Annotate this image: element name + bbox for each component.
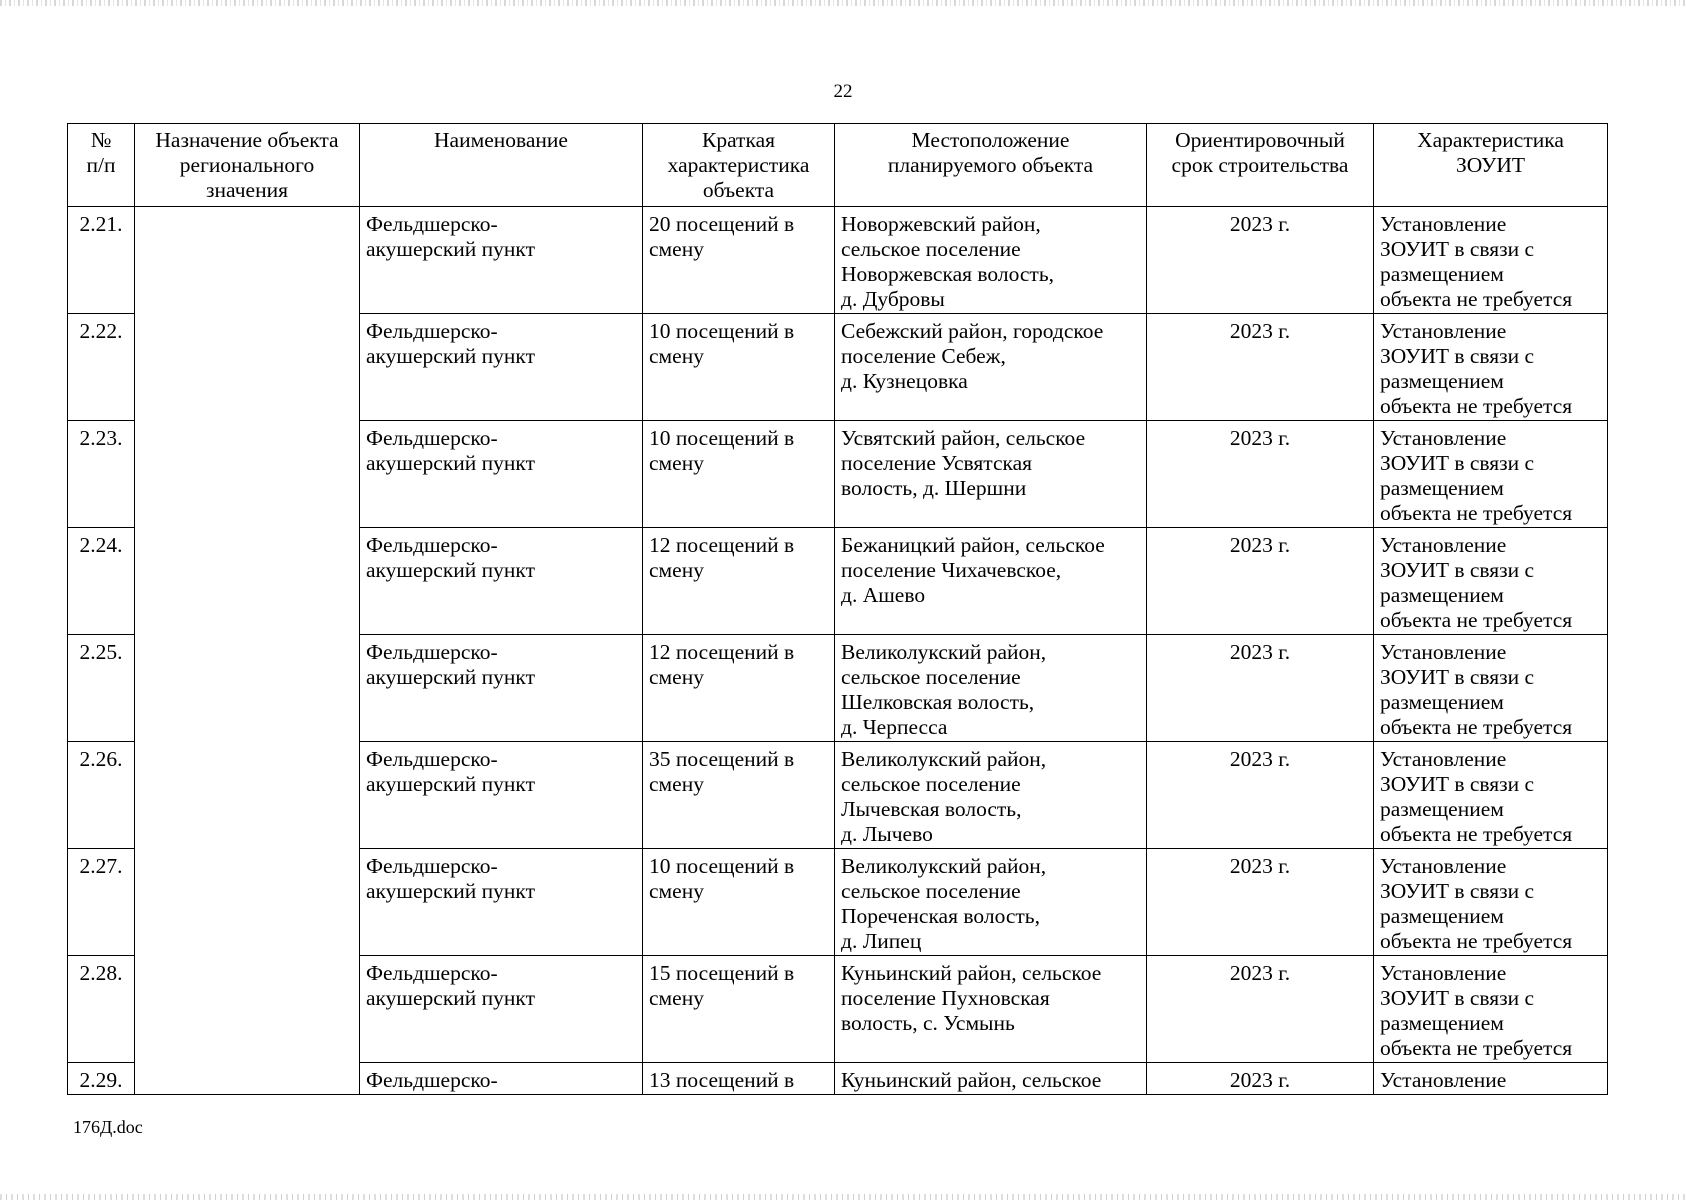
table-row	[68, 207, 1608, 314]
row-name: Фельдшерско- акушерский пункт	[360, 314, 643, 421]
table-header	[68, 124, 1608, 207]
row-brief: 20 посещений в смену	[643, 207, 835, 314]
row-location: Новоржевский район, сельское поселение Новоржевская волость, д. Дубровы	[835, 207, 1147, 314]
row-zouit: Установление ЗОУИТ в связи с размещением объекта не требуется	[1374, 635, 1608, 742]
row-term: 2023 г.	[1147, 635, 1374, 742]
header-purpose: Назначение объекта регионального значения	[135, 124, 360, 207]
row-location: Бежаницкий район, сельское поселение Чихачевское, д. Ашево	[835, 528, 1147, 635]
row-zouit: Установление ЗОУИТ в связи с размещением объекта не требуется	[1374, 314, 1608, 421]
row-location: Великолукский район, сельское поселение Лычевская волость, д. Лычево	[835, 742, 1147, 849]
row-location: Усвятский район, сельское поселение Усвятская волость, д. Шершни	[835, 421, 1147, 528]
row-location: Куньинский район, сельское поселение Пухновская волость, с. Усмынь	[835, 956, 1147, 1063]
row-number: 2.22.	[68, 314, 135, 421]
row-number: 2.24.	[68, 528, 135, 635]
row-name: Фельдшерско- акушерский пункт	[360, 635, 643, 742]
row-number: 2.25.	[68, 635, 135, 742]
row-term: 2023 г.	[1147, 421, 1374, 528]
row-number: 2.23.	[68, 421, 135, 528]
page-number: 22	[833, 81, 853, 102]
row-zouit: Установление	[1374, 1063, 1608, 1095]
planned-objects-table	[67, 123, 1608, 1095]
row-term: 2023 г.	[1147, 528, 1374, 635]
row-zouit: Установление ЗОУИТ в связи с размещением объекта не требуется	[1374, 207, 1608, 314]
row-name: Фельдшерско-	[360, 1063, 643, 1095]
header-location: Местоположение планируемого объекта	[835, 124, 1147, 207]
row-name: Фельдшерско- акушерский пункт	[360, 421, 643, 528]
row-term: 2023 г.	[1147, 742, 1374, 849]
row-zouit: Установление ЗОУИТ в связи с размещением объекта не требуется	[1374, 421, 1608, 528]
row-brief: 12 посещений в смену	[643, 635, 835, 742]
row-number: 2.29.	[68, 1063, 135, 1095]
footer-filename: 176Д.doc	[73, 1117, 143, 1137]
row-name: Фельдшерско- акушерский пункт	[360, 207, 643, 314]
purpose-cell-merged	[135, 207, 360, 1095]
header-term: Ориентировочный срок строительства	[1147, 124, 1374, 207]
row-zouit: Установление ЗОУИТ в связи с размещением объекта не требуется	[1374, 849, 1608, 956]
row-name: Фельдшерско- акушерский пункт	[360, 742, 643, 849]
row-location: Великолукский район, сельское поселение Пореченская волость, д. Липец	[835, 849, 1147, 956]
scan-edge-top	[0, 0, 1686, 6]
row-name: Фельдшерско- акушерский пункт	[360, 956, 643, 1063]
row-number: 2.21.	[68, 207, 135, 314]
row-zouit: Установление ЗОУИТ в связи с размещением объекта не требуется	[1374, 742, 1608, 849]
header-name: Наименование	[360, 124, 643, 207]
row-number: 2.26.	[68, 742, 135, 849]
header-row	[68, 124, 1608, 207]
row-brief: 10 посещений в смену	[643, 314, 835, 421]
row-number: 2.28.	[68, 956, 135, 1063]
row-brief: 35 посещений в смену	[643, 742, 835, 849]
row-brief: 13 посещений в	[643, 1063, 835, 1095]
row-term: 2023 г.	[1147, 1063, 1374, 1095]
header-number: № п/п	[68, 124, 135, 207]
row-term: 2023 г.	[1147, 956, 1374, 1063]
row-brief: 10 посещений в смену	[643, 849, 835, 956]
table-body	[68, 207, 1608, 1095]
row-brief: 12 посещений в смену	[643, 528, 835, 635]
row-term: 2023 г.	[1147, 849, 1374, 956]
row-name: Фельдшерско- акушерский пункт	[360, 528, 643, 635]
row-brief: 15 посещений в смену	[643, 956, 835, 1063]
header-brief: Краткая характеристика объекта	[643, 124, 835, 207]
row-location: Себежский район, городское поселение Себеж, д. Кузнецовка	[835, 314, 1147, 421]
row-brief: 10 посещений в смену	[643, 421, 835, 528]
row-zouit: Установление ЗОУИТ в связи с размещением объекта не требуется	[1374, 528, 1608, 635]
row-number: 2.27.	[68, 849, 135, 956]
row-location: Куньинский район, сельское	[835, 1063, 1147, 1095]
row-term: 2023 г.	[1147, 314, 1374, 421]
row-zouit: Установление ЗОУИТ в связи с размещением объекта не требуется	[1374, 956, 1608, 1063]
row-location: Великолукский район, сельское поселение Шелковская волость, д. Черпесса	[835, 635, 1147, 742]
scan-edge-bottom	[0, 1194, 1686, 1200]
row-name: Фельдшерско- акушерский пункт	[360, 849, 643, 956]
row-term: 2023 г.	[1147, 207, 1374, 314]
header-zouit: Характеристика ЗОУИТ	[1374, 124, 1608, 207]
